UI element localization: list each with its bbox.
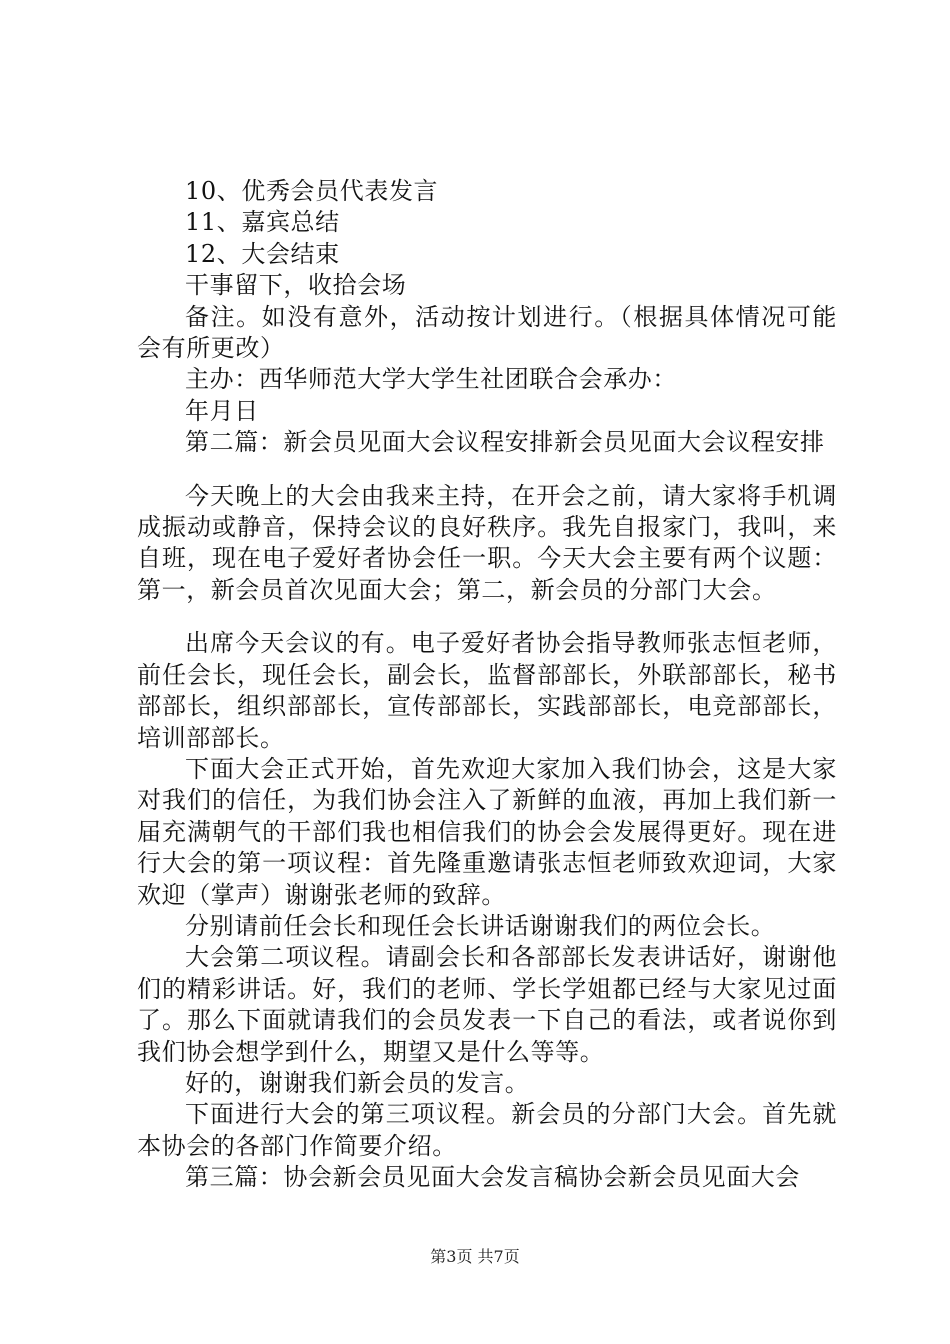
host-opening-paragraph: 今天晚上的大会由我来主持，在开会之前，请大家将手机调成振动或静音，保持会议的良好秩序。我先自报家门，我叫，来自班，现在电子爱好者协会任一职。今天大会主要有两个议题：第一，新会员首次见面大会；第二，新会员的分部门大会。 xyxy=(137,481,837,604)
agenda-item-12: 12、大会结束 xyxy=(185,239,340,268)
third-agenda-paragraph: 下面进行大会的第三项议程。新会员的分部门大会。首先就本协会的各部门作简要介绍。 xyxy=(137,1100,837,1160)
staff-note: 干事留下，收拾会场 xyxy=(185,271,407,300)
organizer-line: 主办：西华师范大学大学生社团联合会承办： xyxy=(185,365,677,394)
remark-paragraph: 备注。如没有意外，活动按计划进行。（根据具体情况可能会有所更改） xyxy=(137,302,837,363)
meeting-start-paragraph: 下面大会正式开始，首先欢迎大家加入我们协会，这是大家对我们的信任，为我们协会注入了新鲜的血液，再加上我们新一届充满朝气的干部们我也相信我们的协会会发展得更好。现在进行大会的第一项议程：首先隆重邀请张志恒老师致欢迎词，大家欢迎（掌声）谢谢张老师的致辞。 xyxy=(137,754,837,909)
thanks-paragraph: 好的，谢谢我们新会员的发言。 xyxy=(185,1068,530,1097)
presidents-speech-paragraph: 分别请前任会长和现任会长讲话谢谢我们的两位会长。 xyxy=(185,911,776,940)
section-two-heading: 第二篇：新会员见面大会议程安排新会员见面大会议程安排 xyxy=(185,428,825,457)
section-three-heading: 第三篇：协会新会员见面大会发言稿协会新会员见面大会 xyxy=(185,1163,800,1192)
agenda-item-11: 11、嘉宾总结 xyxy=(185,208,340,237)
document-body xyxy=(137,176,837,1194)
attendees-paragraph: 出席今天会议的有。电子爱好者协会指导教师张志恒老师，前任会长，现任会长，副会长，监督部部长，外联部部长，秘书部部长，组织部部长，宣传部部长，实践部部长，电竞部部长，培训部部长。 xyxy=(137,629,837,752)
date-line: 年月日 xyxy=(185,396,259,425)
page-number: 第3页 共7页 xyxy=(430,1247,520,1266)
second-agenda-paragraph: 大会第二项议程。请副会长和各部部长发表讲话好，谢谢他们的精彩讲话。好，我们的老师、学长学姐都已经与大家见过面了。那么下面就请我们的会员发表一下自己的看法，或者说你到我们协会想学到什么，期望又是什么等等。 xyxy=(137,943,837,1066)
agenda-item-10: 10、优秀会员代表发言 xyxy=(185,177,439,205)
